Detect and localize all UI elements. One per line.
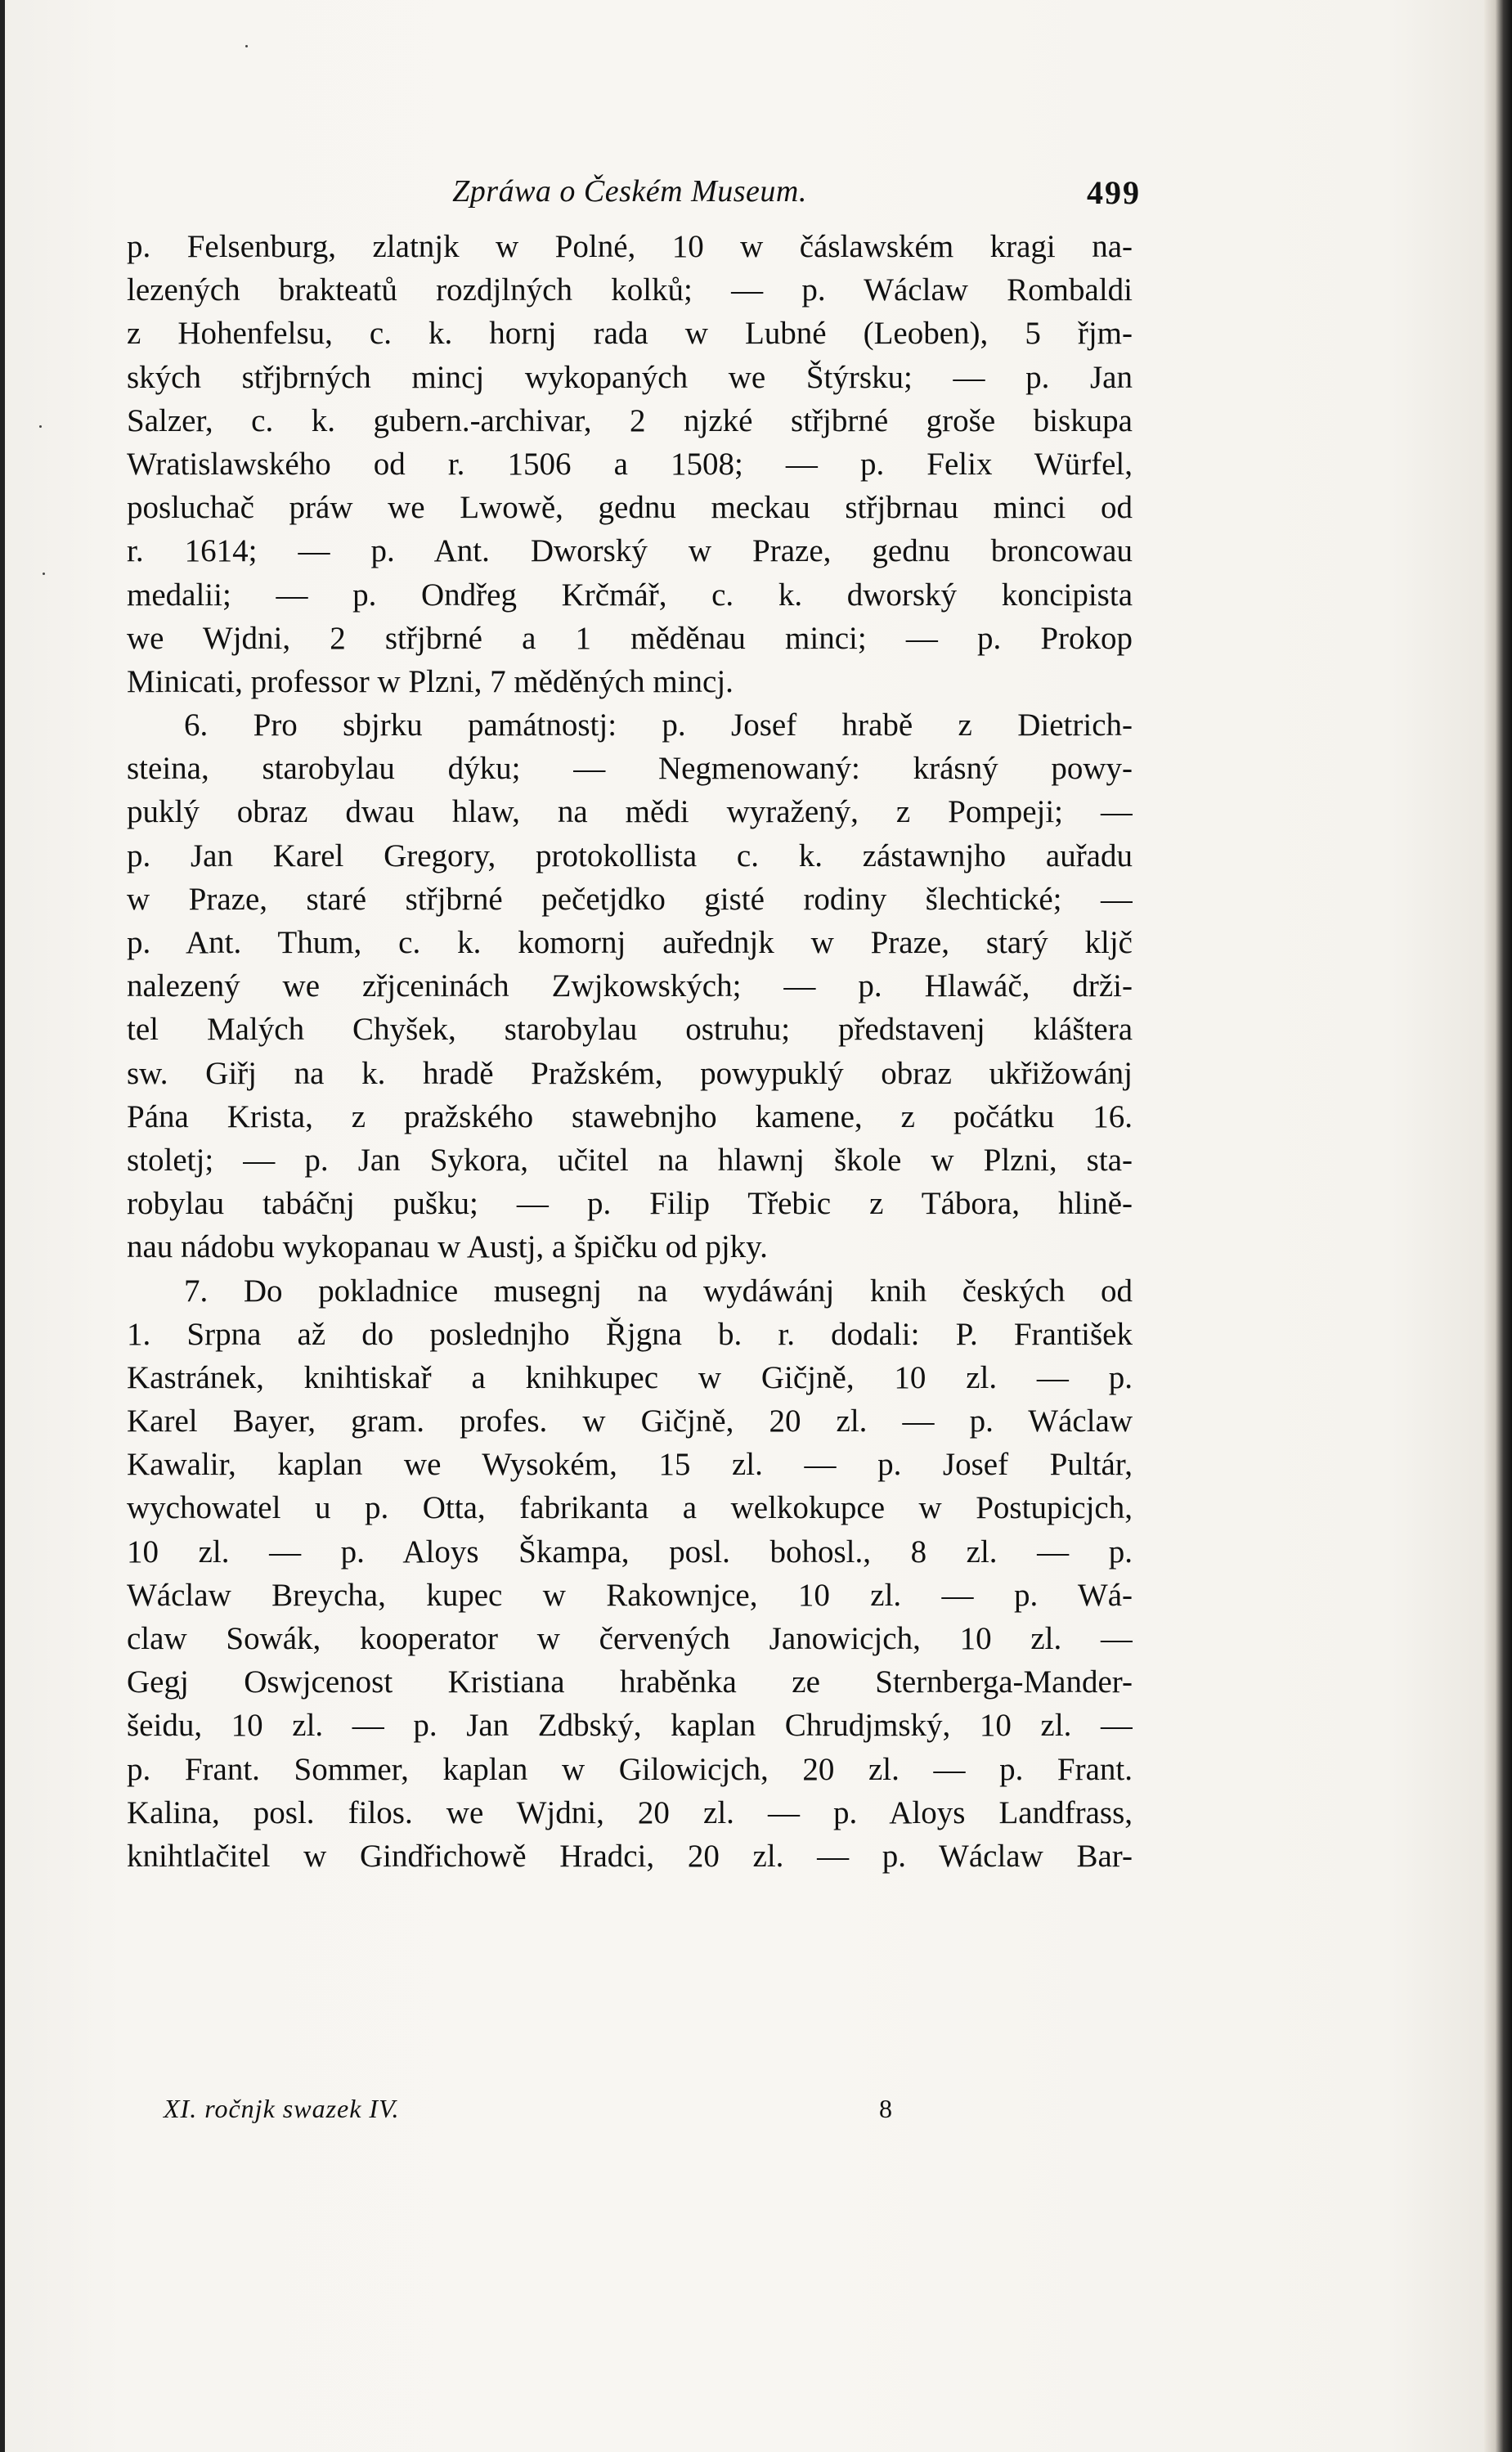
scan-edge-right — [1484, 0, 1512, 2452]
page-header — [127, 173, 1141, 222]
text-line: r. 1614; — p. Ant. Dworský w Praze, gednu broncowau — [127, 533, 1133, 569]
text-line: šeidu, 10 zl. — p. Jan Zdbský, kaplan Chrudjmský, 10 zl. — — [127, 1708, 1133, 1744]
text-line: lezených brakteatů rozdjlných kolků; — p. Wáclaw Rombaldi — [127, 272, 1133, 308]
text-line: Kastránek, knihtiskař a knihkupec w Gičjně, 10 zl. — p. — [127, 1359, 1133, 1395]
text-line: Wáclaw Breycha, kupec w Rakownjce, 10 zl. — p. Wá- — [127, 1577, 1133, 1613]
text-line: wychowatel u p. Otta, fabrikanta a welkokupce w Postupicjch, — [127, 1490, 1133, 1526]
text-line: ských střjbrných mincj wykopaných we Štýrsku; — p. Jan — [127, 359, 1133, 395]
text-line: nau nádobu wykopanau w Austj, a špičku od pjky. — [127, 1229, 768, 1265]
text-line: Salzer, c. k. gubern.-archivar, 2 njzké střjbrné groše biskupa — [127, 402, 1133, 438]
text-line: Pána Krista, z pražského stawebnjho kamene, z počátku 16. — [127, 1098, 1133, 1134]
text-line: nalezený we zřjceninách Zwjkowských; — p. Hlawáč, drži- — [127, 968, 1133, 1004]
text-line: Wratislawského od r. 1506 a 1508; — p. Felix Würfel, — [127, 446, 1133, 482]
text-line: we Wjdni, 2 střjbrné a 1 měděnau minci; — p. Prokop — [127, 620, 1133, 656]
sheet-mark: 8 — [879, 2094, 892, 2123]
page-number: 499 — [1087, 174, 1141, 211]
text-line: medalii; — p. Ondřeg Krčmář, c. k. dworský koncipista — [127, 577, 1133, 613]
text-line: posluchač práw we Lwowě, gednu meckau střjbrnau minci od — [127, 490, 1133, 526]
scan-speck — [39, 425, 42, 428]
text-line: Gegj Oswjcenost Kristiana hraběnka ze Sternberga-Mander- — [127, 1664, 1133, 1700]
text-line: Minicati, professor w Plzni, 7 měděných mincj. — [127, 663, 734, 699]
text-line: p. Felsenburg, zlatnjk w Polné, 10 w čáslawském kragi na- — [127, 229, 1133, 264]
text-line: 1. Srpna až do poslednjho Řjgna b. r. dodali: P. František — [127, 1316, 1133, 1352]
scan-speck — [43, 573, 45, 575]
text-line: robylau tabáčnj pušku; — p. Filip Třebic z Tábora, hlině- — [127, 1186, 1133, 1222]
running-title: Zpráwa o Českém Museum. — [452, 174, 807, 209]
scan-edge-left — [0, 0, 5, 2452]
page-footer — [164, 2094, 981, 2135]
body-text — [127, 225, 1133, 1878]
text-line: z Hohenfelsu, c. k. hornj rada w Lubné (Leoben), 5 řjm- — [127, 316, 1133, 352]
text-line: sw. Giřj na k. hradě Pražském, powypuklý obraz ukřižowánj — [127, 1055, 1133, 1091]
text-line: Karel Bayer, gram. profes. w Gičjně, 20 zl. — p. Wáclaw — [127, 1403, 1133, 1439]
text-line: p. Frant. Sommer, kaplan w Gilowicjch, 20 zl. — p. Frant. — [127, 1751, 1133, 1787]
text-line: steina, starobylau dýku; — Negmenowaný: krásný powy- — [127, 751, 1133, 787]
text-line: p. Jan Karel Gregory, protokollista c. k. zástawnjho auřadu — [127, 838, 1133, 873]
volume-signature: XI. ročnjk swazek IV. — [164, 2094, 400, 2123]
text-line: 10 zl. — p. Aloys Škampa, posl. bohosl., 8 zl. — p. — [127, 1534, 1133, 1570]
text-line: puklý obraz dwau hlaw, na mědi wyražený, z Pompeji; — — [127, 794, 1133, 830]
text-line: Kawalir, kaplan we Wysokém, 15 zl. — p. Josef Pultár, — [127, 1447, 1133, 1483]
text-line: w Praze, staré střjbrné pečetjdko gisté rodiny šlechtické; — — [127, 881, 1133, 917]
text-line: claw Sowák, kooperator w červených Janowicjch, 10 zl. — — [127, 1621, 1133, 1656]
text-line: stoletj; — p. Jan Sykora, učitel na hlawnj škole w Plzni, sta- — [127, 1142, 1133, 1178]
text-line: knihtlačitel w Gindřichowě Hradci, 20 zl. — p. Wáclaw Bar- — [127, 1838, 1133, 1874]
scan-speck — [245, 45, 248, 47]
text-line: tel Malých Chyšek, starobylau ostruhu; představenj kláštera — [127, 1012, 1133, 1048]
text-line: Kalina, posl. filos. we Wjdni, 20 zl. — p. Aloys Landfrass, — [127, 1794, 1133, 1830]
text-line: p. Ant. Thum, c. k. komornj auřednjk w Praze, starý kljč — [127, 925, 1133, 960]
paragraph-7-start: 7. Do pokladnice musegnj na wydáwánj knih českých od — [184, 1273, 1133, 1309]
paragraph-6-start: 6. Pro sbjrku památnostj: p. Josef hrabě z Dietrich- — [184, 707, 1133, 743]
